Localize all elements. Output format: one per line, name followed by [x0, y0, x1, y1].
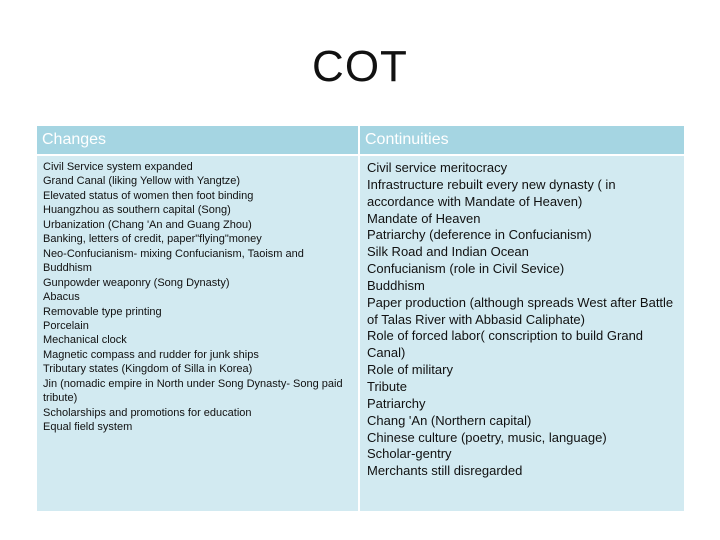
continuity-item: Chinese culture (poetry, music, language) — [367, 429, 607, 445]
change-item: Banking, letters of credit, paper"flying"money — [43, 233, 262, 246]
continuity-item: Role of forced labor( conscription to build Grand Canal) — [367, 328, 644, 361]
change-item: Mechanical clock — [43, 334, 127, 347]
continuity-item: Silk Road and Indian Ocean — [367, 244, 529, 260]
changes-list — [37, 155, 359, 511]
slide-title: COT — [312, 42, 408, 91]
change-item: Civil Service system expanded — [43, 161, 193, 173]
continuity-item: Paper production (although spreads West after Battle of Talas River with Abbasid Caliphate) — [367, 294, 674, 327]
change-item: Equal field system — [43, 421, 133, 434]
continuities-list — [359, 155, 684, 511]
continuity-item: Patriarchy (deference in Confucianism) — [367, 227, 592, 243]
change-item: Scholarships and promotions for education — [43, 406, 252, 419]
continuity-item: Confucianism (role in Civil Sevice) — [367, 261, 565, 277]
changes-header: Changes — [37, 126, 359, 155]
continuity-item: Scholar-gentry — [367, 446, 452, 462]
continuity-item: Infrastructure rebuilt every new dynasty ( in accordance with Mandate of Heaven) — [367, 176, 616, 209]
continuity-item: Tribute — [367, 378, 407, 394]
continuity-item: Chang 'An (Northern capital) — [367, 412, 532, 428]
change-item: Removable type printing — [43, 305, 162, 318]
change-item: Elevated status of women then foot binding — [43, 189, 254, 202]
continuity-item: Patriarchy — [367, 395, 426, 411]
continuity-item: Merchants still disregarded — [367, 463, 523, 479]
cot-table — [37, 126, 684, 511]
change-item: Magnetic compass and rudder for junk ships — [43, 348, 259, 361]
continuity-item: Role of military — [367, 362, 453, 378]
table-row — [37, 155, 684, 511]
continuity-item: Mandate of Heaven — [367, 210, 481, 226]
continuities-header: Continuities — [359, 126, 684, 155]
change-item: Grand Canal (liking Yellow with Yangtze) — [43, 175, 241, 188]
change-item: Porcelain — [43, 319, 89, 332]
change-item: Jin (nomadic empire in North under Song Dynasty- Song paid tribute) — [43, 377, 343, 405]
change-item: Huangzhou as southern capital (Song) — [43, 204, 231, 217]
table-header-row — [37, 126, 684, 155]
continuity-item: Buddhism — [367, 277, 425, 293]
change-item: Gunpowder weaponry (Song Dynasty) — [43, 276, 230, 289]
continuity-item: Civil service meritocracy — [367, 160, 508, 175]
change-item: Neo-Confucianism- mixing Confucianism, Taoism and Buddhism — [43, 247, 304, 275]
change-item: Abacus — [43, 291, 80, 304]
change-item: Tributary states (Kingdom of Silla in Korea) — [43, 363, 253, 376]
change-item: Urbanization (Chang 'An and Guang Zhou) — [43, 218, 252, 231]
